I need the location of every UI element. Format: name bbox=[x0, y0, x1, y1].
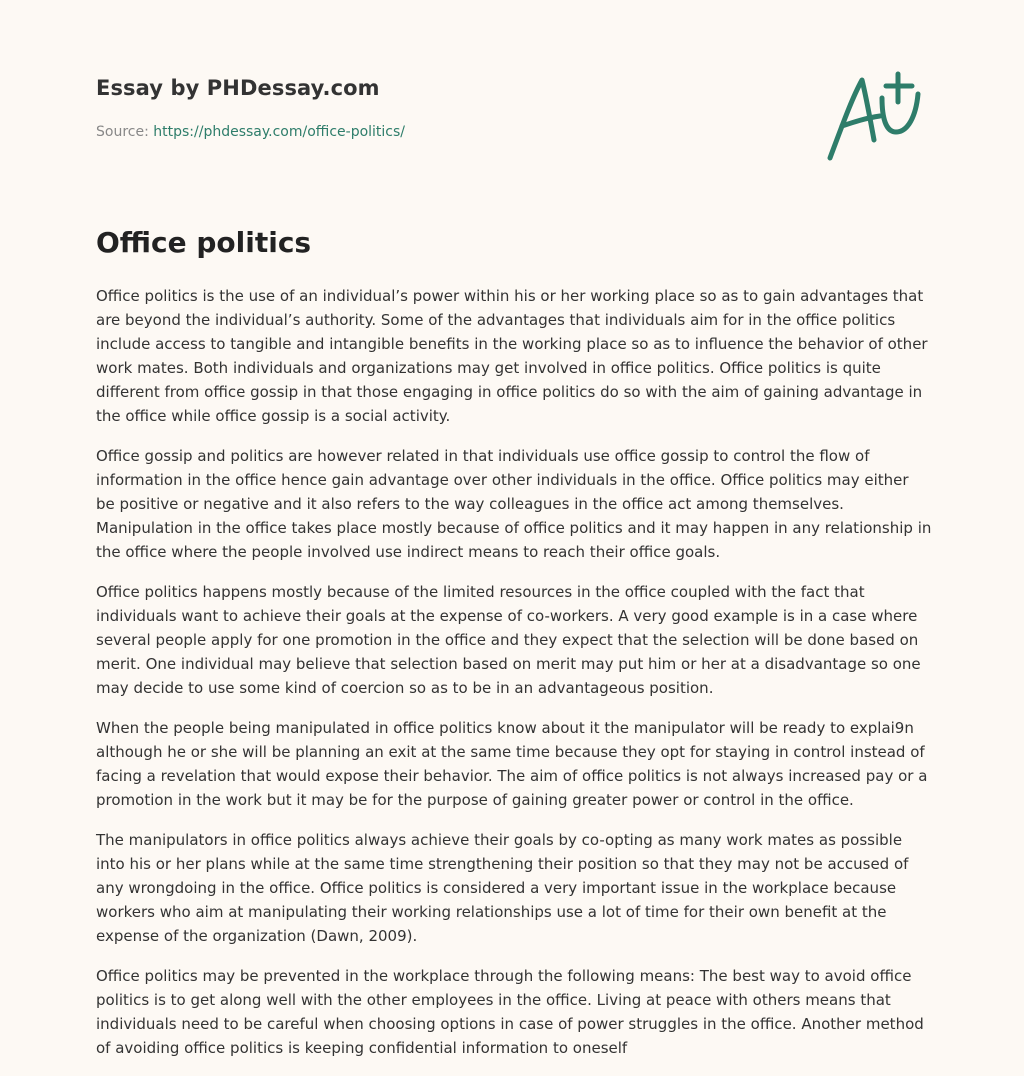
paragraph: Office politics may be prevented in the workplace through the following means: The best way to avoid office politics is to get along well with the other employees in the office. Living at peace with others means that individuals need to be careful when choosing options in case of power struggles in the office. Another method of avoiding office politics is keeping confidential information to oneself bbox=[96, 967, 924, 1057]
source-label: Source: bbox=[96, 124, 154, 140]
paragraph: When the people being manipulated in office politics know about it the manipulator will be ready to explai9n although he or she will be planning an exit at the same time because they opt for staying in control instead of facing a revelation that would expose their behavior. The aim of office politics is not always increased pay or a promotion in the work but it may be for the purpose of gaining greater power or control in the office. bbox=[96, 719, 928, 809]
paragraph: Office gossip and politics are however related in that individuals use office gossip to control the flow of information in the office hence gain advantage over other individuals in the office. Office politics may either be positive or negative and it also refers to the way colleagues in the office act among themselves. Manipulation in the office takes place mostly because of office politics and it may happen in any relationship in the office where the people involved use indirect means to reach their office goals. bbox=[96, 447, 932, 561]
header bbox=[96, 76, 380, 100]
source-link[interactable]: https://phdessay.com/office-politics/ bbox=[153, 124, 406, 140]
paragraph: Office politics happens mostly because of the limited resources in the office coupled with the fact that individuals want to achieve their goals at the expense of co-workers. A very good example is in a case where several people apply for one promotion in the office and they expect that the selection will be done based on merit. One individual may believe that selection based on merit may put him or her at a disadvantage so one may decide to use some kind of coercion so as to be in an advantageous position. bbox=[96, 583, 921, 697]
source-line bbox=[96, 124, 405, 140]
essay-title: Office politics bbox=[96, 226, 312, 259]
a-plus-logo-icon bbox=[820, 66, 930, 166]
site-title: Essay by PHDessay.com bbox=[96, 76, 380, 100]
paragraph: Office politics is the use of an individual’s power within his or her working place so as to gain advantages that are beyond the individual’s authority. Some of the advantages that individuals aim for in the office politics include access to tangible and intangible benefits in the working place so as to influence the behavior of other work mates. Both individuals and organizations may get involved in office politics. Office politics is quite different from office gossip in that those engaging in office politics do so with the aim of gaining advantage in the office while office gossip is a social activity. bbox=[96, 287, 928, 425]
essay-body bbox=[96, 284, 932, 1076]
paragraph: The manipulators in office politics always achieve their goals by co-opting as many work mates as possible into his or her plans while at the same time strengthening their position so that they may not be accused of any wrongdoing in the office. Office politics is considered a very important issue in the workplace because workers who aim at manipulating their working relationships use a lot of time for their own benefit at the expense of the organization (Dawn, 2009). bbox=[96, 831, 909, 945]
